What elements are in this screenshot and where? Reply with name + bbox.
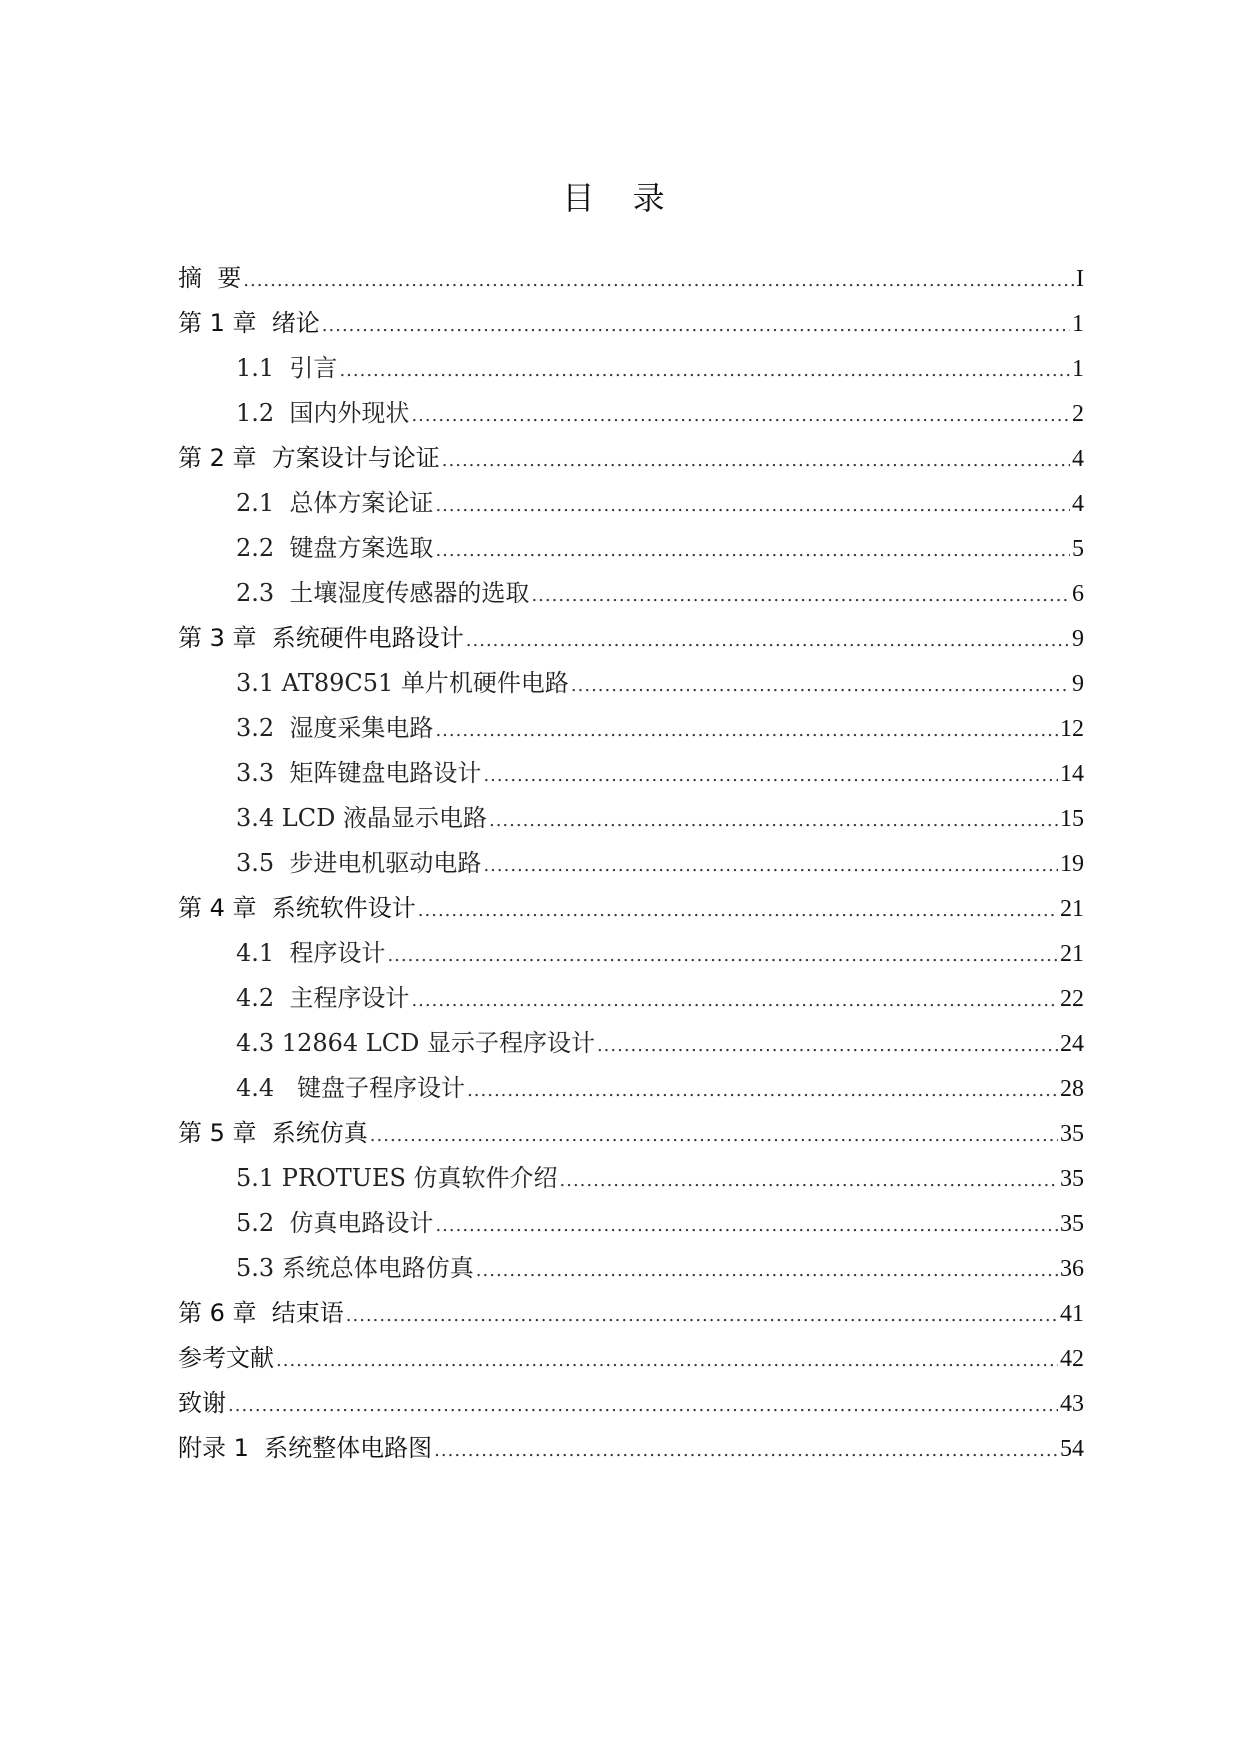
- toc-entry[interactable]: [178, 1201, 1084, 1246]
- toc-entry-label: 第 5 章 系统仿真: [178, 1119, 368, 1147]
- toc-entry-page: 19: [1060, 851, 1084, 877]
- toc-leader: [442, 438, 1070, 483]
- toc-leader: [228, 1383, 1058, 1428]
- toc-leader: [411, 978, 1058, 1023]
- toc-entry-label: 3.3 矩阵键盘电路设计: [236, 759, 482, 787]
- toc-leader: [597, 1023, 1058, 1068]
- toc-leader: [276, 1338, 1058, 1383]
- toc-entry-label: 第 2 章 方案设计与论证: [178, 444, 440, 472]
- toc-leader: [571, 663, 1070, 708]
- toc-entry-label: 第 3 章 系统硬件电路设计: [178, 624, 464, 652]
- toc-leader: [434, 1428, 1058, 1473]
- toc-entry-page: 35: [1060, 1166, 1084, 1192]
- toc-entry-label: 参考文献: [178, 1344, 274, 1372]
- toc-entry-label: 4.3 12864 LCD 显示子程序设计: [236, 1029, 595, 1057]
- toc-entry-label: 3.4 LCD 液晶显示电路: [236, 804, 487, 832]
- toc-leader: [466, 618, 1070, 663]
- toc-entry-page: 1: [1072, 356, 1084, 382]
- toc-leader: [483, 753, 1058, 798]
- page-title: 目 录: [562, 179, 679, 217]
- toc-leader: [418, 888, 1058, 933]
- toc-entry[interactable]: [178, 1336, 1084, 1381]
- toc-entry[interactable]: [178, 751, 1084, 796]
- toc-entry-label: 第 4 章 系统软件设计: [178, 894, 416, 922]
- toc-entry[interactable]: [178, 1291, 1084, 1336]
- toc-leader: [560, 1158, 1058, 1203]
- toc-entry[interactable]: [178, 1156, 1084, 1201]
- toc-entry-label: 1.1 引言: [236, 354, 338, 382]
- toc-entry-label: 4.1 程序设计: [236, 939, 386, 967]
- toc-entry-page: 4: [1072, 446, 1084, 472]
- toc-entry-page: 9: [1072, 671, 1084, 697]
- toc-entry[interactable]: [178, 1246, 1084, 1291]
- toc-entry[interactable]: [178, 481, 1084, 526]
- toc-entry[interactable]: [178, 616, 1084, 661]
- toc-entry-page: 15: [1060, 806, 1084, 832]
- toc-entry-label: 致谢: [178, 1389, 226, 1417]
- toc-leader: [476, 1248, 1058, 1293]
- toc-entry-label: 5.2 仿真电路设计: [236, 1209, 434, 1237]
- toc-entry-page: 5: [1072, 536, 1084, 562]
- toc-leader: [435, 1203, 1058, 1248]
- toc-entry[interactable]: [178, 391, 1084, 436]
- toc-entry-label: 3.1 AT89C51 单片机硬件电路: [236, 669, 569, 697]
- toc-entry-label: 3.2 湿度采集电路: [236, 714, 434, 742]
- toc-leader: [339, 348, 1070, 393]
- toc-entry-label: 5.1 PROTUES 仿真软件介绍: [236, 1164, 558, 1192]
- toc-leader: [435, 708, 1058, 753]
- toc-entry-page: 43: [1060, 1391, 1084, 1417]
- toc-entry-label: 摘 要: [178, 264, 242, 292]
- toc-entry[interactable]: [178, 886, 1084, 931]
- toc-leader: [435, 483, 1070, 528]
- toc-entry-page: 14: [1060, 761, 1084, 787]
- toc-leader: [467, 1068, 1058, 1113]
- toc-leader: [489, 798, 1058, 843]
- toc-entry-label: 第 1 章 绪论: [178, 309, 320, 337]
- toc-entry[interactable]: [178, 841, 1084, 886]
- toc-entry[interactable]: [178, 1381, 1084, 1426]
- toc-entry-label: 2.2 键盘方案选取: [236, 534, 434, 562]
- toc-entry[interactable]: [178, 1111, 1084, 1156]
- toc-entry-page: I: [1076, 266, 1084, 292]
- toc-leader: [346, 1293, 1058, 1338]
- toc-entry-page: 41: [1060, 1301, 1084, 1327]
- toc-entry-page: 28: [1060, 1076, 1084, 1102]
- toc-entry-label: 第 6 章 结束语: [178, 1299, 344, 1327]
- toc-entry[interactable]: [178, 346, 1084, 391]
- toc-entry[interactable]: [178, 1066, 1084, 1111]
- toc-entry-page: 9: [1072, 626, 1084, 652]
- toc-entry-label: 1.2 国内外现状: [236, 399, 410, 427]
- toc-entry[interactable]: [178, 976, 1084, 1021]
- toc-entry-label: 3.5 步进电机驱动电路: [236, 849, 482, 877]
- toc-entry-page: 42: [1060, 1346, 1084, 1372]
- toc-entry-page: 54: [1060, 1436, 1084, 1462]
- toc-entry-page: 12: [1060, 716, 1084, 742]
- toc-entry[interactable]: [178, 796, 1084, 841]
- toc-entry-page: 35: [1060, 1121, 1084, 1147]
- toc-entry-page: 35: [1060, 1211, 1084, 1237]
- toc-entry[interactable]: [178, 1426, 1084, 1471]
- toc-entry[interactable]: [178, 256, 1084, 301]
- toc-leader: [531, 573, 1070, 618]
- toc-entry-page: 21: [1060, 896, 1084, 922]
- toc-entry[interactable]: [178, 301, 1084, 346]
- toc-entry-label: 4.2 主程序设计: [236, 984, 410, 1012]
- toc-entry-page: 21: [1060, 941, 1084, 967]
- toc-entry[interactable]: [178, 706, 1084, 751]
- toc-entry-label: 附录 1 系统整体电路图: [178, 1434, 433, 1462]
- toc-leader: [243, 258, 1074, 303]
- toc-leader: [483, 843, 1058, 888]
- toc-leader: [435, 528, 1070, 573]
- toc-entry[interactable]: [178, 571, 1084, 616]
- toc-entry-label: 5.3 系统总体电路仿真: [236, 1254, 474, 1282]
- toc-entry[interactable]: [178, 661, 1084, 706]
- toc-entry[interactable]: [178, 931, 1084, 976]
- toc-entry[interactable]: [178, 526, 1084, 571]
- toc-entry-label: 2.3 土壤湿度传感器的选取: [236, 579, 530, 607]
- toc-entry-page: 22: [1060, 986, 1084, 1012]
- toc-entry[interactable]: [178, 436, 1084, 481]
- toc-entry-page: 4: [1072, 491, 1084, 517]
- toc-leader: [387, 933, 1058, 978]
- toc-leader: [370, 1113, 1058, 1158]
- toc-leader: [322, 303, 1070, 348]
- toc-entry-label: 4.4 键盘子程序设计: [236, 1074, 466, 1102]
- toc-entry-page: 2: [1072, 401, 1084, 427]
- toc-entry-page: 1: [1072, 311, 1084, 337]
- toc-entry-page: 24: [1060, 1031, 1084, 1057]
- toc-entry[interactable]: [178, 1021, 1084, 1066]
- toc-leader: [411, 393, 1070, 438]
- toc-entry-page: 36: [1060, 1256, 1084, 1282]
- toc-entry-label: 2.1 总体方案论证: [236, 489, 434, 517]
- table-of-contents: [178, 256, 1084, 1471]
- toc-entry-page: 6: [1072, 581, 1084, 607]
